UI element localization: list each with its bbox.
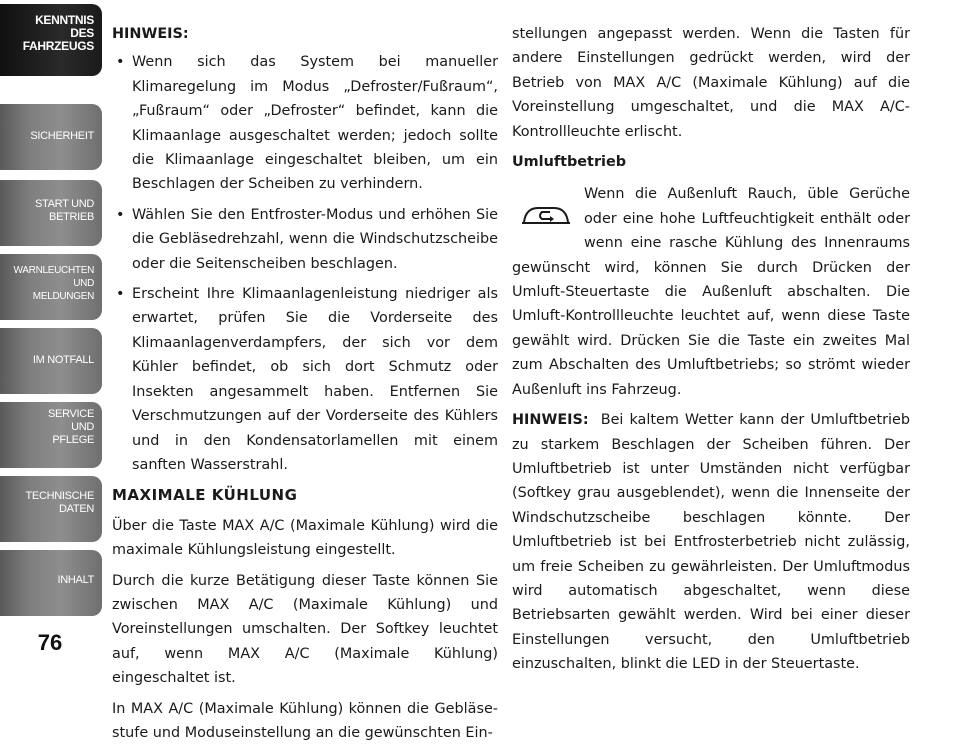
tab-im-notfall[interactable] bbox=[0, 328, 102, 394]
note-heading: HINWEIS: bbox=[112, 26, 189, 42]
note-paragraph bbox=[512, 408, 910, 676]
tab-sicherheit[interactable] bbox=[0, 104, 102, 170]
note-label: HINWEIS: bbox=[512, 412, 589, 429]
list-item: • Wählen Sie den Entfroster-Modus und erhöhen Sie die Gebläsedrehzahl, wenn die Windschutzscheibe oder die Seitenscheiben beschlagen. bbox=[112, 203, 498, 276]
recirculation-icon bbox=[512, 182, 580, 252]
list-item: • Erscheint Ihre Klimaanlagenleistung niedriger als erwartet, prüfen Sie die Vorderseite des Klimaanlagenverdampfers, der sich vor dem Kühler befindet, ob sich dort Schmutz oder Insekten angesammelt haben. Entfernen Sie Verschmutzungen auf der Vorderseite des Kühlers und in den Kondensatorlamellen mit einem sanften Wasserstrahl. bbox=[112, 282, 498, 477]
list-item: • Wenn sich das System bei manueller Klimaregelung im Modus „Defroster/Fußraum“, „Fußraum“ oder „Defroster“ befindet, kann die Klimaanlage ausgeschaltet werden; jedoch sollte die Klimaanlage eingeschaltet bleiben, um ein Beschlagen der Scheiben zu verhindern. bbox=[112, 50, 498, 196]
paragraph: stellungen angepasst werden. Wenn die Tasten für andere Einstellungen gedrückt werden, wird der Betrieb von MAX A/C (Maximale Kühlung) auf die Voreinstellung umgeschaltet, und die MAX A/C-Kontrollleuchte erlischt. bbox=[512, 26, 910, 140]
tab-label-line: SICHERHEIT bbox=[30, 130, 94, 142]
paragraph: In MAX A/C (Maximale Kühlung) können die Gebläse- stufe und Moduseinstellung an die gewünschten Ein- bbox=[112, 700, 498, 741]
subheading-recirculation: Umluftbetrieb bbox=[512, 154, 627, 171]
left-column bbox=[112, 22, 498, 751]
note-text: Bei kaltem Wetter kann der Umluftbetrieb zu starkem Beschlagen der Scheiben führen. Der Umluftbetrieb ist unter Umständen nicht verfügbar (Softkey grau ausgeblendet), wenn die Innenseite der Windschutzscheibe beschlagen könnte. Der Umluftbetrieb ist bei Entfrosterbetrieb nicht zulässig, um freie Scheiben zu gewährleisten. Der Umluftmodus wird automatisch abgeschaltet, wenn diese Betriebsarten gewählt werden. Wird bei einer dieser Einstellungen versucht, den Umluftbetrieb einzuschalten, blinkt die LED in der Steuertaste. bbox=[512, 412, 910, 673]
tab-technische-daten[interactable] bbox=[0, 476, 102, 542]
chapter-tab-sidebar bbox=[0, 0, 104, 678]
tab-label-line: MELDUNGEN bbox=[32, 291, 94, 302]
tab-label-line: FAHRZEUGS bbox=[22, 39, 94, 53]
paragraph: Über die Taste MAX A/C (Maximale Kühlung) wird die maximale Kühlungsleistung eingestellt. bbox=[112, 517, 498, 559]
section-title-max-cooling: MAXIMALE KÜHLUNG bbox=[112, 486, 298, 505]
tab-label-line: IM NOTFALL bbox=[32, 354, 94, 366]
right-column bbox=[512, 22, 910, 683]
note-bullet-list bbox=[112, 50, 498, 477]
tab-start-und-betrieb[interactable] bbox=[0, 180, 102, 246]
tab-label-line: DATEN bbox=[59, 503, 94, 515]
tab-label-line: WARNLEUCHTEN bbox=[13, 265, 94, 276]
tab-warnleuchten-und-meldungen[interactable] bbox=[0, 254, 102, 320]
paragraph: Wenn die Außenluft Rauch, üble Gerüche oder eine hohe Luftfeuchtigkeit enthält oder wenn eine rasche Kühlung des Innenraums gewünscht wird, können Sie durch Drücken der Umluft-Steuertaste die Außenluft abschalten. Die Umluft-Kontrollleuchte leuchtet auf, wenn diese Taste gewählt wird. Drücken Sie die Taste ein zweites Mal zum Abschalten des Umluftbetriebs; so strömt wieder Außenluft ins Fahrzeug. bbox=[512, 186, 910, 398]
paragraph: Durch die kurze Betätigung dieser Taste können Sie zwischen MAX A/C (Maximale Kühlung) und Voreinstellungen umschalten. Der Softkey leuchtet auf, wenn MAX A/C (Maximale Kühlung) eingeschaltet ist. bbox=[112, 572, 498, 687]
tab-label-line: INHALT bbox=[57, 574, 94, 586]
tab-label-line: TECHNISCHE bbox=[25, 490, 94, 502]
tab-label-line: DES bbox=[70, 26, 94, 40]
tab-label-line: BETRIEB bbox=[49, 211, 94, 223]
tab-label-line: UND bbox=[73, 278, 94, 289]
tab-label-line: PFLEGE bbox=[52, 434, 94, 446]
tab-label-line: KENNTNIS bbox=[35, 13, 94, 27]
tab-label-line: START UND bbox=[34, 198, 94, 210]
page-number: 76 bbox=[37, 630, 63, 655]
recirculation-block bbox=[512, 182, 910, 402]
tab-label-line: UND bbox=[71, 421, 94, 433]
tab-service-und-pflege[interactable] bbox=[0, 402, 102, 468]
tab-label-line: SERVICE bbox=[48, 408, 94, 420]
tab-inhalt[interactable] bbox=[0, 550, 102, 616]
tab-kenntnis-des-fahrzeugs[interactable] bbox=[0, 4, 102, 76]
